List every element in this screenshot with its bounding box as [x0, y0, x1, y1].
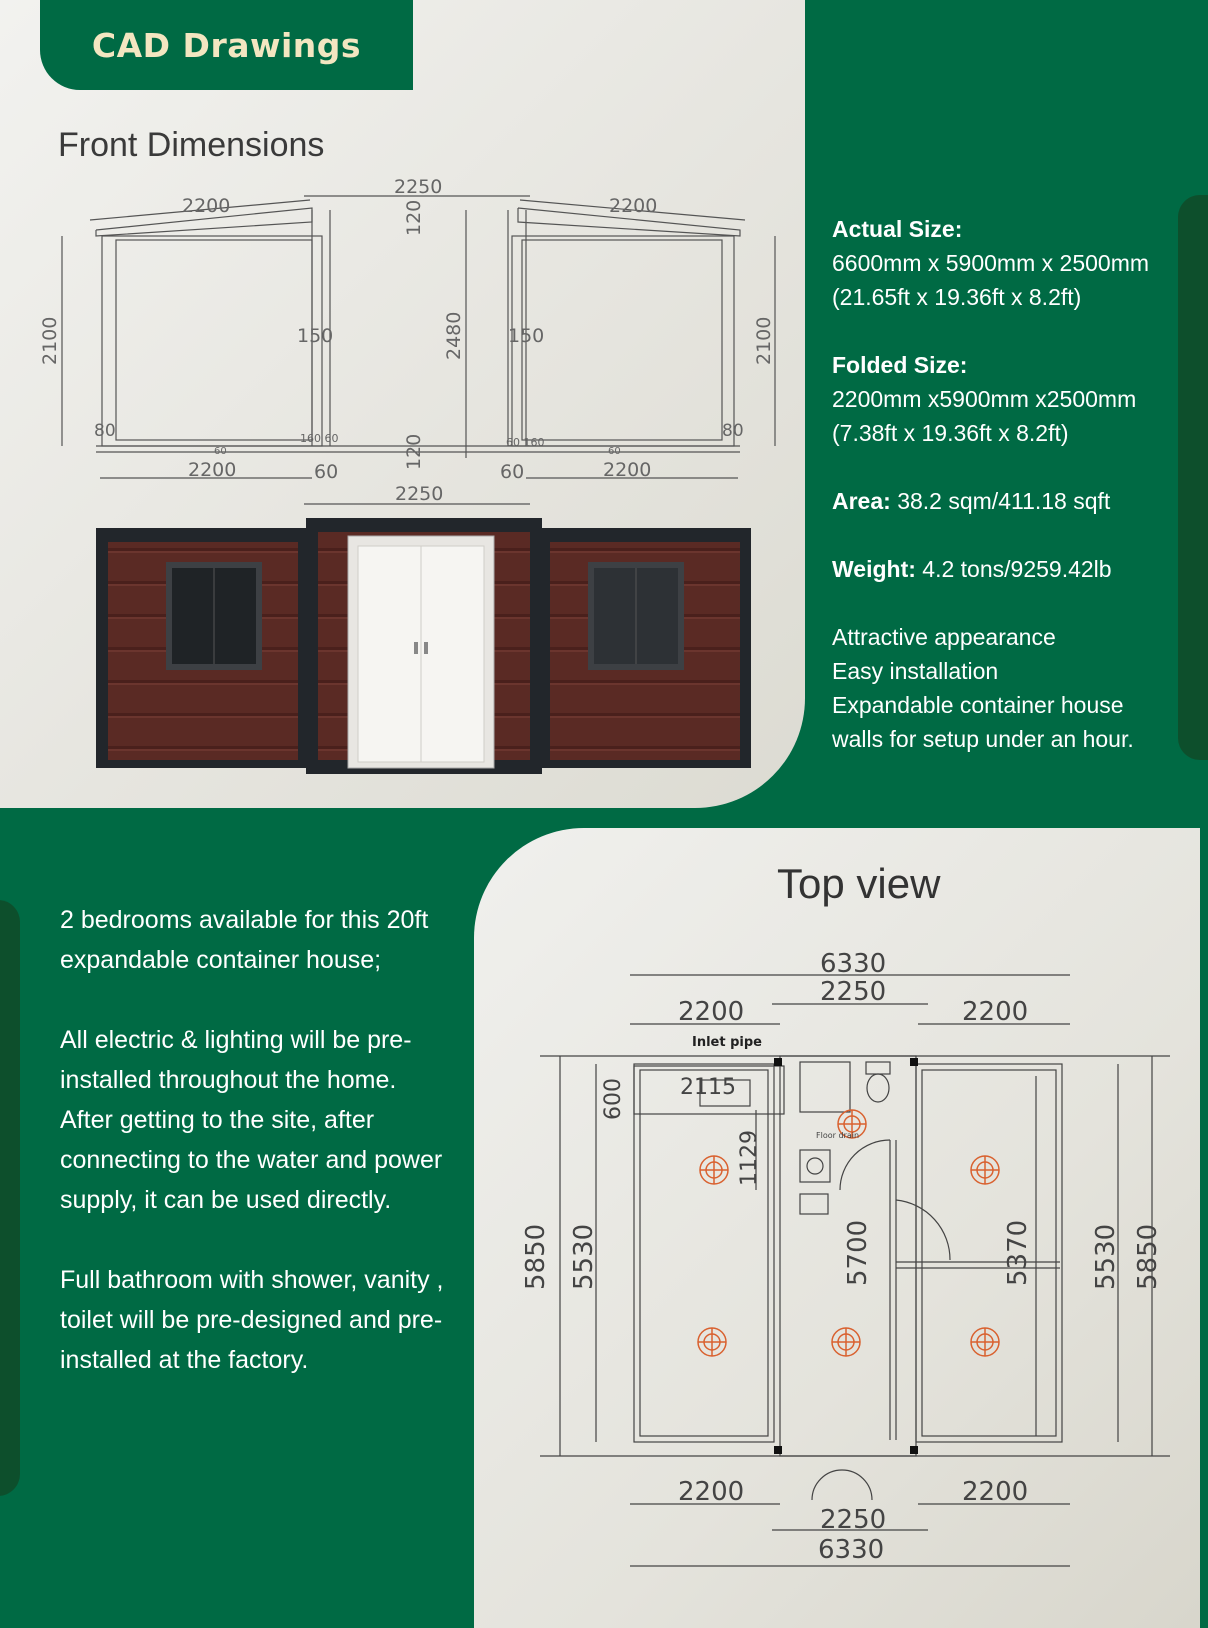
front-dimensions-heading: Front Dimensions [58, 126, 325, 164]
specs-block [832, 212, 1192, 756]
folded-size [832, 348, 1192, 450]
dim-right-inner: 5530 [1091, 1223, 1121, 1290]
container-house-photo [96, 518, 751, 774]
dim-left-outer: 5850 [521, 1223, 551, 1290]
tag-60160-left: 160 60 [300, 432, 339, 445]
feature-item: Attractive appearance [832, 624, 1056, 650]
description-bedrooms: 2 bedrooms available for this 20ft expandable container house; [60, 906, 429, 974]
page-title: CAD Drawings [91, 25, 362, 65]
dim-post-left: 150 [297, 325, 334, 347]
dim-center-height: 2480 [443, 311, 465, 360]
dim-roof-thickness: 120 [403, 199, 425, 236]
weight-value: 4.2 tons/9259.42lb [922, 556, 1112, 582]
dim-total-top: 6330 [820, 949, 887, 979]
dim-80-left: 80 [94, 421, 116, 441]
floor-drain-label: Floor drain [816, 1131, 860, 1140]
dim-center: 5700 [843, 1219, 873, 1286]
actual-size-label: Actual Size: [832, 216, 963, 242]
description-bathroom: Full bathroom with shower, vanity , toilet will be pre-designed and pre-installed at the factory. [60, 1266, 444, 1374]
feature-item: walls for setup under an hour. [832, 726, 1134, 752]
tag-60-a: 60 [214, 446, 227, 457]
dim-left-top: 2200 [678, 997, 745, 1027]
area-value: 38.2 sqm/411.18 sqft [897, 488, 1111, 514]
dim-right-top: 2200 [962, 997, 1029, 1027]
dim-1129: 1129 [737, 1130, 762, 1186]
dim-right-room: 5370 [1003, 1219, 1033, 1286]
dim-120-bottom: 120 [403, 433, 425, 470]
dim-top-left: 2200 [182, 195, 231, 217]
weight [832, 552, 1192, 586]
dim-80-right: 80 [722, 421, 744, 441]
feature-item: Easy installation [832, 658, 999, 684]
dim-mid-top: 2250 [820, 977, 887, 1007]
area-label: Area: [832, 488, 891, 514]
dim-60-right: 60 [500, 461, 525, 483]
actual-size-mm: 6600mm x 5900mm x 2500mm [832, 250, 1150, 276]
dim-60-left: 60 [314, 461, 339, 483]
tag-60160-right: 60 160 [506, 436, 545, 449]
dim-total-bottom: 6330 [818, 1535, 885, 1565]
actual-size-ft: (21.65ft x 19.36ft x 8.2ft) [832, 284, 1082, 310]
folded-size-ft: (7.38ft x 19.36ft x 8.2ft) [832, 420, 1069, 446]
description-electric: All electric & lighting will be pre-installed throughout the home. After getting to the site, after connecting to the water and power supply, it can be used directly. [60, 1026, 443, 1214]
dim-mid-bottom: 2250 [820, 1505, 887, 1535]
dim-right-bottom: 2200 [962, 1477, 1029, 1507]
folded-size-label: Folded Size: [832, 352, 968, 378]
dim-top-mid: 2250 [394, 176, 443, 198]
dim-left-height: 2100 [39, 316, 61, 365]
weight-label: Weight: [832, 556, 916, 582]
inlet-pipe-label: Inlet pipe [692, 1035, 762, 1050]
dim-left-bottom: 2200 [678, 1477, 745, 1507]
dim-bottom-left: 2200 [188, 459, 237, 481]
side-tab-left [0, 900, 20, 1496]
dim-left-inner: 5530 [569, 1223, 599, 1290]
dim-top-right: 2200 [609, 195, 658, 217]
title-badge [40, 0, 413, 90]
front-elevation-drawing [0, 160, 790, 505]
top-view-heading: Top view [777, 860, 941, 907]
description-block [60, 900, 450, 1420]
feature-item: Expandable container house [832, 692, 1124, 718]
dim-post-right: 150 [508, 325, 545, 347]
area [832, 484, 1192, 518]
folded-size-mm: 2200mm x5900mm x2500mm [832, 386, 1137, 412]
actual-size [832, 212, 1192, 314]
tag-60-b: 60 [608, 446, 621, 457]
dim-bottom-mid: 2250 [395, 483, 444, 505]
top-view-floor-plan [500, 930, 1190, 1570]
dim-600: 600 [601, 1078, 626, 1120]
dim-bottom-right: 2200 [603, 459, 652, 481]
dim-right-height: 2100 [753, 316, 775, 365]
features-list [832, 620, 1192, 756]
dim-2115: 2115 [680, 1075, 736, 1100]
dim-right-outer: 5850 [1133, 1223, 1163, 1290]
